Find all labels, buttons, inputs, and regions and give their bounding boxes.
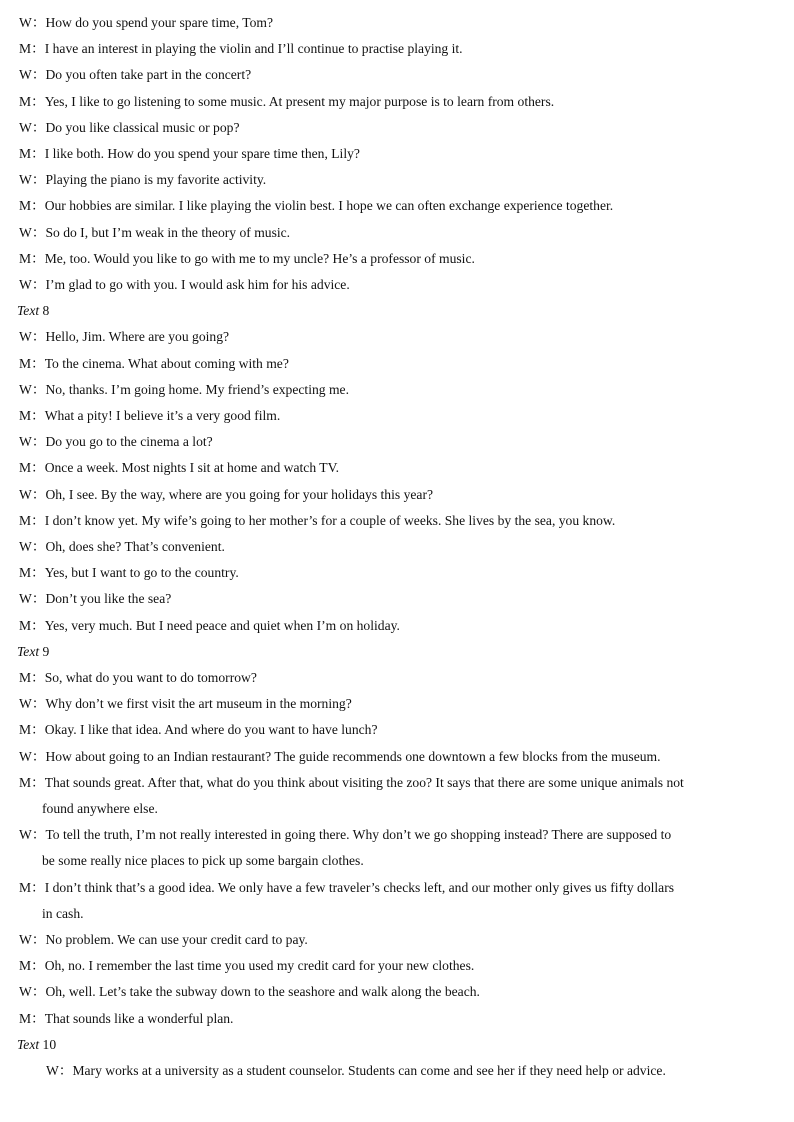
- speaker-label: M：: [19, 460, 45, 476]
- dialogue-text: I’m glad to go with you. I would ask him for his advice.: [45, 277, 350, 292]
- dialogue-line: [19, 66, 754, 84]
- speaker-label: W：: [19, 224, 46, 240]
- speaker-label: W：: [19, 15, 46, 30]
- speaker-label: W：: [19, 172, 46, 188]
- speaker-label: M：: [19, 1010, 45, 1026]
- speaker-label: W：: [19, 381, 46, 397]
- dialogue-line: [42, 852, 754, 870]
- dialogue-line: [19, 381, 754, 399]
- dialogue-text: How do you spend your spare time, Tom?: [45, 15, 274, 30]
- dialogue-line: [19, 197, 754, 215]
- dialogue-line: [42, 905, 754, 923]
- dialogue-text: Don’t you like the sea?: [45, 591, 172, 607]
- section-heading: [17, 1036, 56, 1054]
- dialogue-text: To the cinema. What about coming with me?: [44, 355, 289, 371]
- dialogue-text: be some really nice places to pick up some bargain clothes.: [42, 853, 364, 869]
- dialogue-line: [19, 224, 754, 242]
- speaker-label: W：: [19, 539, 46, 554]
- speaker-label: W：: [19, 591, 46, 607]
- dialogue-line: [19, 355, 754, 373]
- dialogue-line: [19, 564, 754, 582]
- dialogue-text: Me, too. Would you like to go with me to my uncle? He’s a professor of music.: [44, 250, 475, 266]
- speaker-label: W：: [19, 827, 46, 843]
- dialogue-line: [19, 40, 754, 58]
- dialogue-text: No problem. We can use your credit card to pay.: [45, 932, 308, 947]
- dialogue-text: So do I, but I’m weak in the theory of music.: [45, 224, 291, 240]
- dialogue-text: I have an interest in playing the violin and I’ll continue to practise playing it.: [44, 41, 463, 57]
- dialogue-line: [19, 14, 754, 32]
- speaker-label: M：: [19, 670, 45, 685]
- dialogue-line: [19, 748, 754, 766]
- dialogue-line: [19, 774, 754, 792]
- speaker-label: M：: [19, 565, 45, 581]
- dialogue-text: Oh, I see. By the way, where are you going for your holidays this year?: [45, 486, 433, 502]
- speaker-label: M：: [19, 617, 45, 633]
- speaker-label: M：: [19, 774, 45, 790]
- speaker-label: W：: [19, 932, 46, 947]
- dialogue-text: I don’t think that’s a good idea. We only have a few traveler’s checks left, and our mother only gives us fifty dollars: [44, 879, 675, 895]
- dialogue-text: Once a week. Most nights I sit at home and watch TV.: [44, 460, 340, 476]
- dialogue-line: [42, 800, 754, 818]
- dialogue-line: [19, 617, 754, 635]
- dialogue-text: Yes, very much. But I need peace and quiet when I’m on holiday.: [44, 617, 400, 633]
- dialogue-line: [19, 433, 754, 451]
- dialogue-text: Do you often take part in the concert?: [45, 67, 252, 83]
- dialogue-text: Playing the piano is my favorite activity.: [45, 172, 267, 188]
- dialogue-text: No, thanks. I’m going home. My friend’s expecting me.: [45, 381, 349, 397]
- section-number: 10: [39, 1036, 57, 1052]
- dialogue-line: [19, 590, 754, 608]
- dialogue-line: [19, 93, 754, 111]
- dialogue-text: Do you like classical music or pop?: [45, 119, 240, 135]
- dialogue-line: [19, 957, 754, 975]
- speaker-label: M：: [19, 93, 45, 109]
- dialogue-line: [19, 145, 754, 163]
- dialogue-line: [19, 1010, 754, 1028]
- dialogue-line: [19, 695, 754, 713]
- speaker-label: M：: [19, 41, 45, 57]
- section-label: Text: [17, 643, 40, 659]
- dialogue-line: [19, 721, 754, 739]
- dialogue-line: [19, 276, 754, 294]
- dialogue-line: [19, 512, 754, 530]
- dialogue-text: found anywhere else.: [42, 801, 158, 816]
- dialogue-line: [19, 328, 754, 346]
- dialogue-text: I like both. How do you spend your spare time then, Lily?: [44, 146, 360, 161]
- speaker-label: M：: [19, 722, 45, 738]
- dialogue-text: How about going to an Indian restaurant? The guide recommends one downtown a few blocks from the museum.: [45, 748, 661, 764]
- dialogue-text: Okay. I like that idea. And where do you want to have lunch?: [44, 722, 378, 738]
- speaker-label: W：: [19, 329, 46, 345]
- speaker-label: M：: [19, 408, 45, 423]
- dialogue-text: To tell the truth, I’m not really interested in going there. Why don’t we go shopping instead? There are supposed to: [45, 827, 672, 843]
- section-heading: [17, 643, 49, 661]
- dialogue-text: So, what do you want to do tomorrow?: [44, 670, 257, 685]
- dialogue-line: [19, 826, 754, 844]
- dialogue-text: Hello, Jim. Where are you going?: [45, 329, 230, 345]
- dialogue-text: Do you go to the cinema a lot?: [45, 434, 213, 450]
- dialogue-text: That sounds like a wonderful plan.: [44, 1010, 234, 1026]
- speaker-label: M：: [19, 958, 45, 974]
- speaker-label: W：: [19, 67, 46, 83]
- speaker-label: W：: [19, 277, 46, 292]
- speaker-label: M：: [19, 512, 45, 528]
- speaker-label: M：: [19, 879, 45, 895]
- dialogue-text: Oh, no. I remember the last time you used my credit card for your new clothes.: [44, 958, 475, 974]
- speaker-label: W：: [19, 696, 46, 712]
- dialogue-text: What a pity! I believe it’s a very good film.: [44, 408, 281, 423]
- dialogue-text: Oh, well. Let’s take the subway down to the seashore and walk along the beach.: [45, 984, 480, 1000]
- dialogue-text: That sounds great. After that, what do you think about visiting the zoo? It says that there are some unique animals not: [44, 774, 684, 790]
- speaker-label: W：: [19, 119, 46, 135]
- section-number: 9: [39, 643, 50, 659]
- speaker-label: W：: [19, 748, 46, 764]
- speaker-label: M：: [19, 146, 45, 161]
- dialogue-line: [19, 538, 754, 556]
- dialogue-text: Yes, I like to go listening to some music. At present my major purpose is to learn from others.: [44, 93, 555, 109]
- section-heading: [17, 302, 49, 320]
- dialogue-line: [19, 171, 754, 189]
- dialogue-line: [19, 669, 754, 687]
- dialogue-line: [19, 407, 754, 425]
- dialogue-text: I don’t know yet. My wife’s going to her mother’s for a couple of weeks. She lives by the sea, you know.: [44, 512, 616, 528]
- dialogue-line: [19, 119, 754, 137]
- dialogue-text: Why don’t we first visit the art museum in the morning?: [45, 696, 352, 712]
- dialogue-line: [19, 459, 754, 477]
- speaker-label: W：: [46, 1063, 73, 1078]
- speaker-label: W：: [19, 984, 46, 1000]
- dialogue-line: [19, 486, 754, 504]
- dialogue-line: [19, 879, 754, 897]
- speaker-label: M：: [19, 198, 45, 214]
- dialogue-line: [19, 250, 754, 268]
- speaker-label: M：: [19, 355, 45, 371]
- section-number: 8: [39, 303, 50, 319]
- speaker-label: W：: [19, 486, 46, 502]
- dialogue-text: in cash.: [42, 905, 84, 921]
- dialogue-line: [46, 1062, 754, 1080]
- speaker-label: W：: [19, 434, 46, 450]
- dialogue-text: Our hobbies are similar. I like playing the violin best. I hope we can often exchange experience together.: [44, 198, 614, 214]
- dialogue-line: [19, 983, 754, 1001]
- dialogue-text: Yes, but I want to go to the country.: [44, 565, 239, 581]
- dialogue-line: [19, 931, 754, 949]
- speaker-label: M：: [19, 250, 45, 266]
- section-label: Text: [17, 1036, 40, 1052]
- section-label: Text: [17, 303, 40, 319]
- dialogue-text: Mary works at a university as a student counselor. Students can come and see her if they need help or advice.: [72, 1063, 666, 1078]
- dialogue-text: Oh, does she? That’s convenient.: [45, 539, 225, 554]
